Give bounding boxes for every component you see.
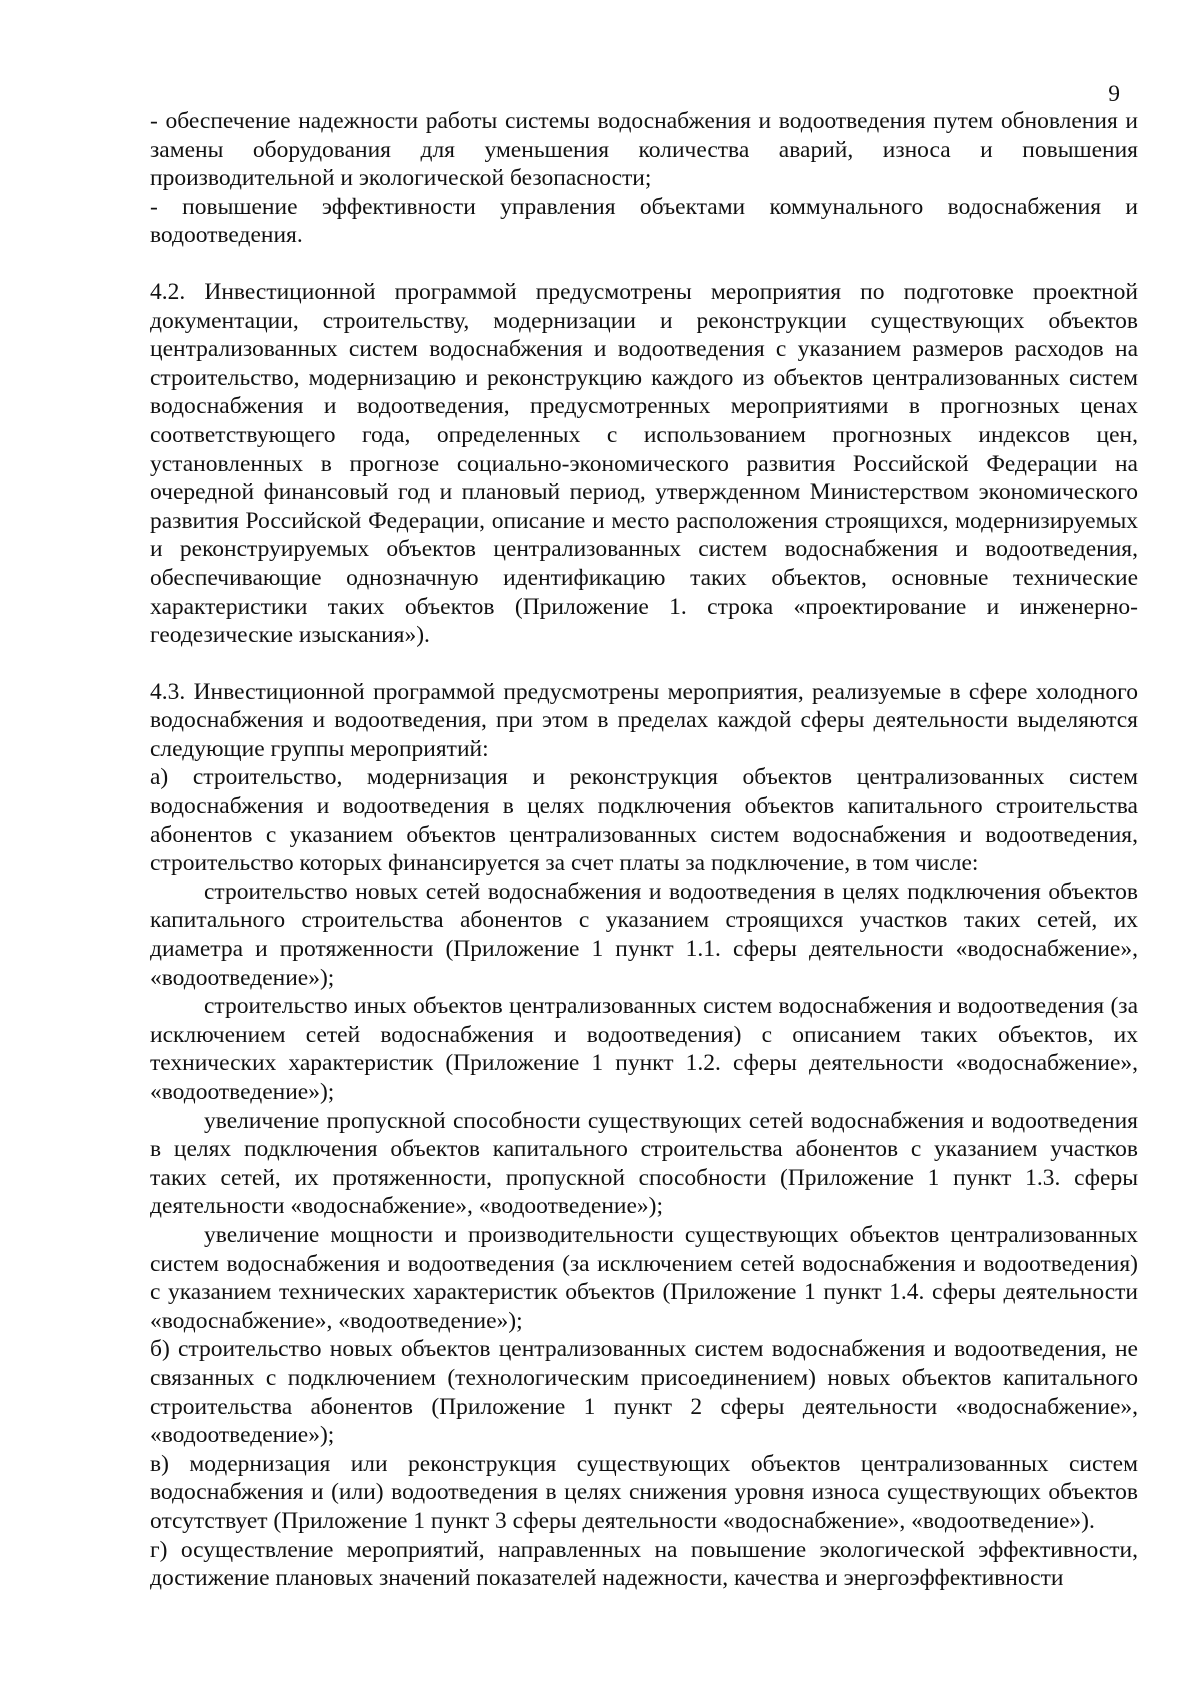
paragraph-item-a-2: строительство иных объектов централизованных систем водоснабжения и водоотведения (за исключением сетей водоснабжения и водоотведения) с описанием таких объектов, их технических характеристик (Приложение 1 пункт 1.2. сферы деятельности «водоснабжение», «водоотведение»); [150, 993, 1138, 1105]
paragraph-item-v: в) модернизация или реконструкция существующих объектов централизованных систем водоснабжения и (или) водоотведения в целях снижения уровня износа существующих объектов отсутствует (Приложение 1 пункт 3 сферы деятельности «водоснабжение», «водоотведение»). [150, 1450, 1138, 1534]
paragraph-4-3: 4.3. Инвестиционной программой предусмотрены мероприятия, реализуемые в сфере холодного водоснабжения и водоотведения, при этом в пределах каждой сферы деятельности выделяются следующие группы мероприятий: [150, 678, 1138, 762]
paragraph-goal-reliability: - обеспечение надежности работы системы водоснабжения и водоотведения путем обновления и замены оборудования для уменьшения количества аварий, износа и повышения производительной и экологической безопасности; [150, 108, 1138, 192]
paragraph-item-a-4: увеличение мощности и производительности существующих объектов централизованных систем водоснабжения и водоотведения (за исключением сетей водоснабжения и водоотведения) с указанием технических характеристик объектов (Приложение 1 пункт 1.4. сферы деятельности «водоснабжение», «водоотведение»); [150, 1221, 1138, 1334]
paragraph-item-a: а) строительство, модернизация и реконструкция объектов централизованных систем водоснабжения и водоотведения в целях подключения объектов капитального строительства абонентов с указанием объектов централизованных систем водоснабжения и водоотведения, строительство которых финансируется за счет платы за подключение, в том числе: [150, 764, 1138, 877]
paragraph-item-b: б) строительство новых объектов централизованных систем водоснабжения и водоотведения, не связанных с подключением (технологическим присоединением) новых объектов капитального строительства абонентов (Приложение 1 пункт 2 сферы деятельности «водоснабжение», «водоотведение»); [150, 1336, 1138, 1449]
paragraph-gap [150, 650, 1138, 678]
paragraph-item-g: г) осуществление мероприятий, направленных на повышение экологической эффективности, достижение плановых значений показателей надежности, качества и энергоэффективности [150, 1536, 1138, 1592]
page-number: 9 [1108, 81, 1120, 107]
paragraph-item-a-1: строительство новых сетей водоснабжения и водоотведения в целях подключения объектов капитального строительства абонентов с указанием строящихся участков таких сетей, их диаметра и протяженности (Приложение 1 пункт 1.1. сферы деятельности «водоснабжение», «водоотведение»); [150, 878, 1138, 991]
paragraph-4-2: 4.2. Инвестиционной программой предусмотрены мероприятия по подготовке проектной документации, строительству, модернизации и реконструкции существующих объектов централизованных систем водоснабжения и водоотведения с указанием размеров расходов на строительство, модернизацию и реконструкцию каждого из объектов централизованных систем водоснабжения и водоотведения, предусмотренных мероприятиями в прогнозных ценах соответствующего года, определенных с использованием прогнозных индексов цен, установленных в прогнозе социально-экономического развития Российской Федерации на очередной финансовый год и плановый период, утвержденном Министерством экономического развития Российской Федерации, описание и место расположения строящихся, модернизируемых и реконструируемых объектов централизованных систем водоснабжения и водоотведения, обеспечивающие однозначную идентификацию таких объектов, основные технические характеристики таких объектов (Приложение 1. строка «проектирование и инженерно-геодезические изыскания»). [150, 278, 1138, 649]
document-body [150, 107, 1138, 1593]
paragraph-item-a-3: увеличение пропускной способности существующих сетей водоснабжения и водоотведения в целях подключения объектов капитального строительства абонентов с указанием участков таких сетей, их протяженности, пропускной способности (Приложение 1 пункт 1.3. сферы деятельности «водоснабжение», «водоотведение»); [150, 1107, 1138, 1220]
paragraph-gap [150, 250, 1138, 278]
paragraph-goal-efficiency: - повышение эффективности управления объектами коммунального водоснабжения и водоотведения. [150, 193, 1138, 249]
